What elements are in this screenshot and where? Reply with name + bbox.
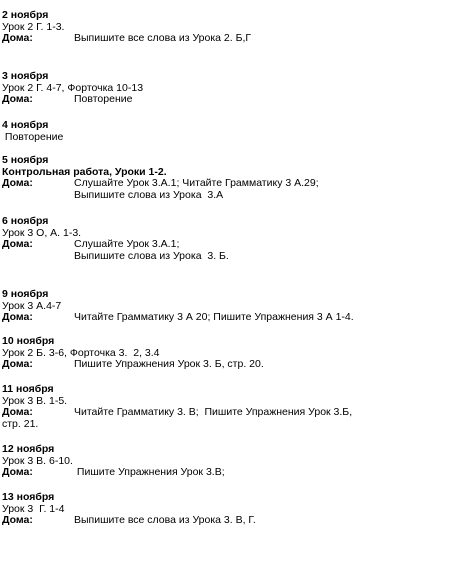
entry-date: 9 ноября [2, 288, 49, 300]
homework-label: Дома: [2, 466, 33, 479]
homework-text: Повторение [74, 93, 133, 106]
entry-lesson: Урок 3 А.4-7 [2, 299, 62, 312]
homework-row [2, 312, 354, 324]
homework-row [2, 33, 251, 45]
homework-text: Слушайте Урок 3.А.1; Читайте Грамматику 3 А.29; [74, 177, 319, 190]
entry-nov-10 [2, 336, 264, 371]
homework-text: Пишите Упражнения Урок 3. Б, стр. 20. [74, 358, 264, 371]
homework-row [2, 94, 143, 106]
entry-date: 13 ноября [2, 491, 55, 503]
homework-text: Читайте Грамматику 3 А 20; Пишите Упражнения 3 А 1-4. [74, 311, 354, 324]
homework-label: Дома: [2, 311, 33, 324]
homework-text-2: Выпишите слова из Урока 3.А [74, 188, 224, 201]
homework-label: Дома: [2, 358, 33, 371]
homework-text: Читайте Грамматику 3. В; Пишите Упражнения Урок 3.Б, [74, 406, 353, 419]
homework-label: Дома: [2, 514, 33, 527]
entry-nov-3 [2, 71, 143, 106]
homework-label: Дома: [2, 32, 33, 45]
entry-date: 4 ноября [2, 119, 49, 131]
entry-nov-12 [2, 444, 225, 479]
homework-row-2 [2, 190, 319, 202]
entry-date: 2 ноября [2, 9, 49, 21]
homework-label: Дома: [2, 177, 33, 190]
entry-nov-6 [2, 216, 229, 262]
homework-text: Слушайте Урок 3.А.1; [74, 238, 180, 251]
entry-lesson: Урок 2 Г. 1-3. [2, 20, 65, 33]
homework-text: Пишите Упражнения Урок 3.В; [74, 466, 225, 479]
entry-lesson: Урок 2 Б. 3-6, Форточка 3. 2, 3.4 [2, 346, 160, 359]
homework-row [2, 515, 256, 527]
entry-lesson: Повторение [2, 130, 64, 143]
entry-nov-2 [2, 10, 251, 45]
homework-row [2, 467, 225, 479]
homework-text: Выпишите все слова из Урока 2. Б,Г [74, 32, 252, 45]
homework-label: Дома: [2, 93, 33, 106]
entry-lesson: Урок 3 О, А. 1-3. [2, 226, 82, 239]
homework-label: Дома: [2, 238, 33, 251]
entry-nov-9 [2, 289, 354, 324]
entry-date: 12 ноября [2, 443, 55, 455]
entry-nov-13 [2, 492, 256, 527]
homework-row [2, 359, 264, 371]
homework-text: Выпишите все слова из Урока 3. В, Г. [74, 514, 256, 527]
entry-lesson: Урок 2 Г. 4-7, Форточка 10-13 [2, 81, 144, 94]
entry-nov-5 [2, 155, 319, 201]
entry-date: 6 ноября [2, 215, 49, 227]
homework-row-2 [2, 251, 229, 263]
entry-date: 11 ноября [2, 383, 54, 395]
homework-row [2, 407, 352, 419]
entry-lesson: Урок 3 В. 1-5. [2, 394, 68, 407]
entry-lesson: Урок 3 Г. 1-4 [2, 502, 65, 515]
homework-text-2: Выпишите слова из Урока 3. Б. [74, 249, 229, 262]
homework-label: Дома: [2, 406, 33, 419]
entry-nov-4 [2, 120, 63, 143]
entry-date: 10 ноября [2, 335, 55, 347]
entry-date: 5 ноября [2, 154, 49, 166]
entry-date: 3 ноября [2, 70, 49, 82]
homework-text-continued: стр. 21. [2, 417, 39, 430]
entry-nov-11 [2, 384, 352, 430]
entry-lesson-test: Контрольная работа, Уроки 1-2. [2, 165, 167, 178]
entry-lesson: Урок 3 В. 6-10. [2, 454, 73, 467]
